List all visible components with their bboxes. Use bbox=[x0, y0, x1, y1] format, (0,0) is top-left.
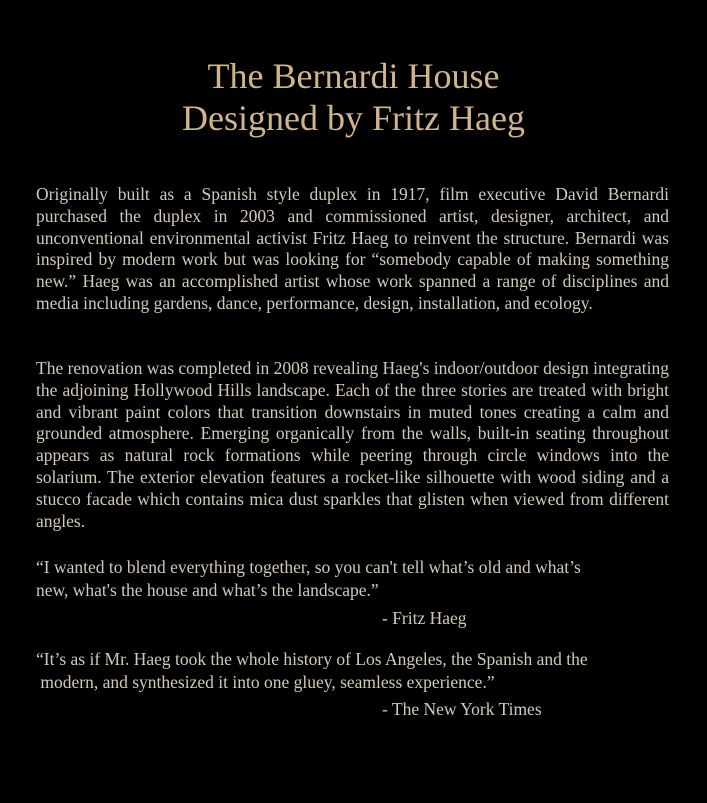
quote-fritz-haeg: “I wanted to blend everything together, so you can't tell what’s old and what’s new, what's the house and what’s the landscape.” bbox=[36, 557, 581, 600]
quote-new-york-times: “It’s as if Mr. Haeg took the whole history of Los Angeles, the Spanish and the modern, and synthesized it into one gluey, seamless experience.” bbox=[36, 649, 588, 692]
paragraph-renovation: The renovation was completed in 2008 revealing Haeg's indoor/outdoor design integrating the adjoining Hollywood Hills landscape. Each of the three stories are treated with bright and vibrant paint colors that transition downstairs in muted tones creating a calm and grounded atmosphere. Emerging organically from the walls, built-in seating throughout appears as natural rock formations while peering through circle windows into the solarium. The exterior elevation features a rocket-like silhouette with wood siding and a stucco facade which contains mica dust sparkles that glisten when viewed from different angles. bbox=[36, 358, 669, 531]
page-title bbox=[0, 55, 707, 139]
title-line-2: Designed by Fritz Haeg bbox=[182, 98, 525, 138]
title-line-1: The Bernardi House bbox=[207, 56, 500, 96]
quote-attribution-fritz-haeg: - Fritz Haeg bbox=[382, 608, 467, 628]
quote-attribution-new-york-times: - The New York Times bbox=[382, 699, 542, 719]
paragraph-history: Originally built as a Spanish style duplex in 1917, film executive David Bernardi purchased the duplex in 2003 and commissioned artist, designer, architect, and unconventional environmental activist Fritz Haeg to reinvent the structure. Bernardi was inspired by modern work but was looking for “somebody capable of making something new.” Haeg was an accomplished artist whose work spanned a range of disciplines and media including gardens, dance, performance, design, installation, and ecology. bbox=[36, 184, 669, 313]
